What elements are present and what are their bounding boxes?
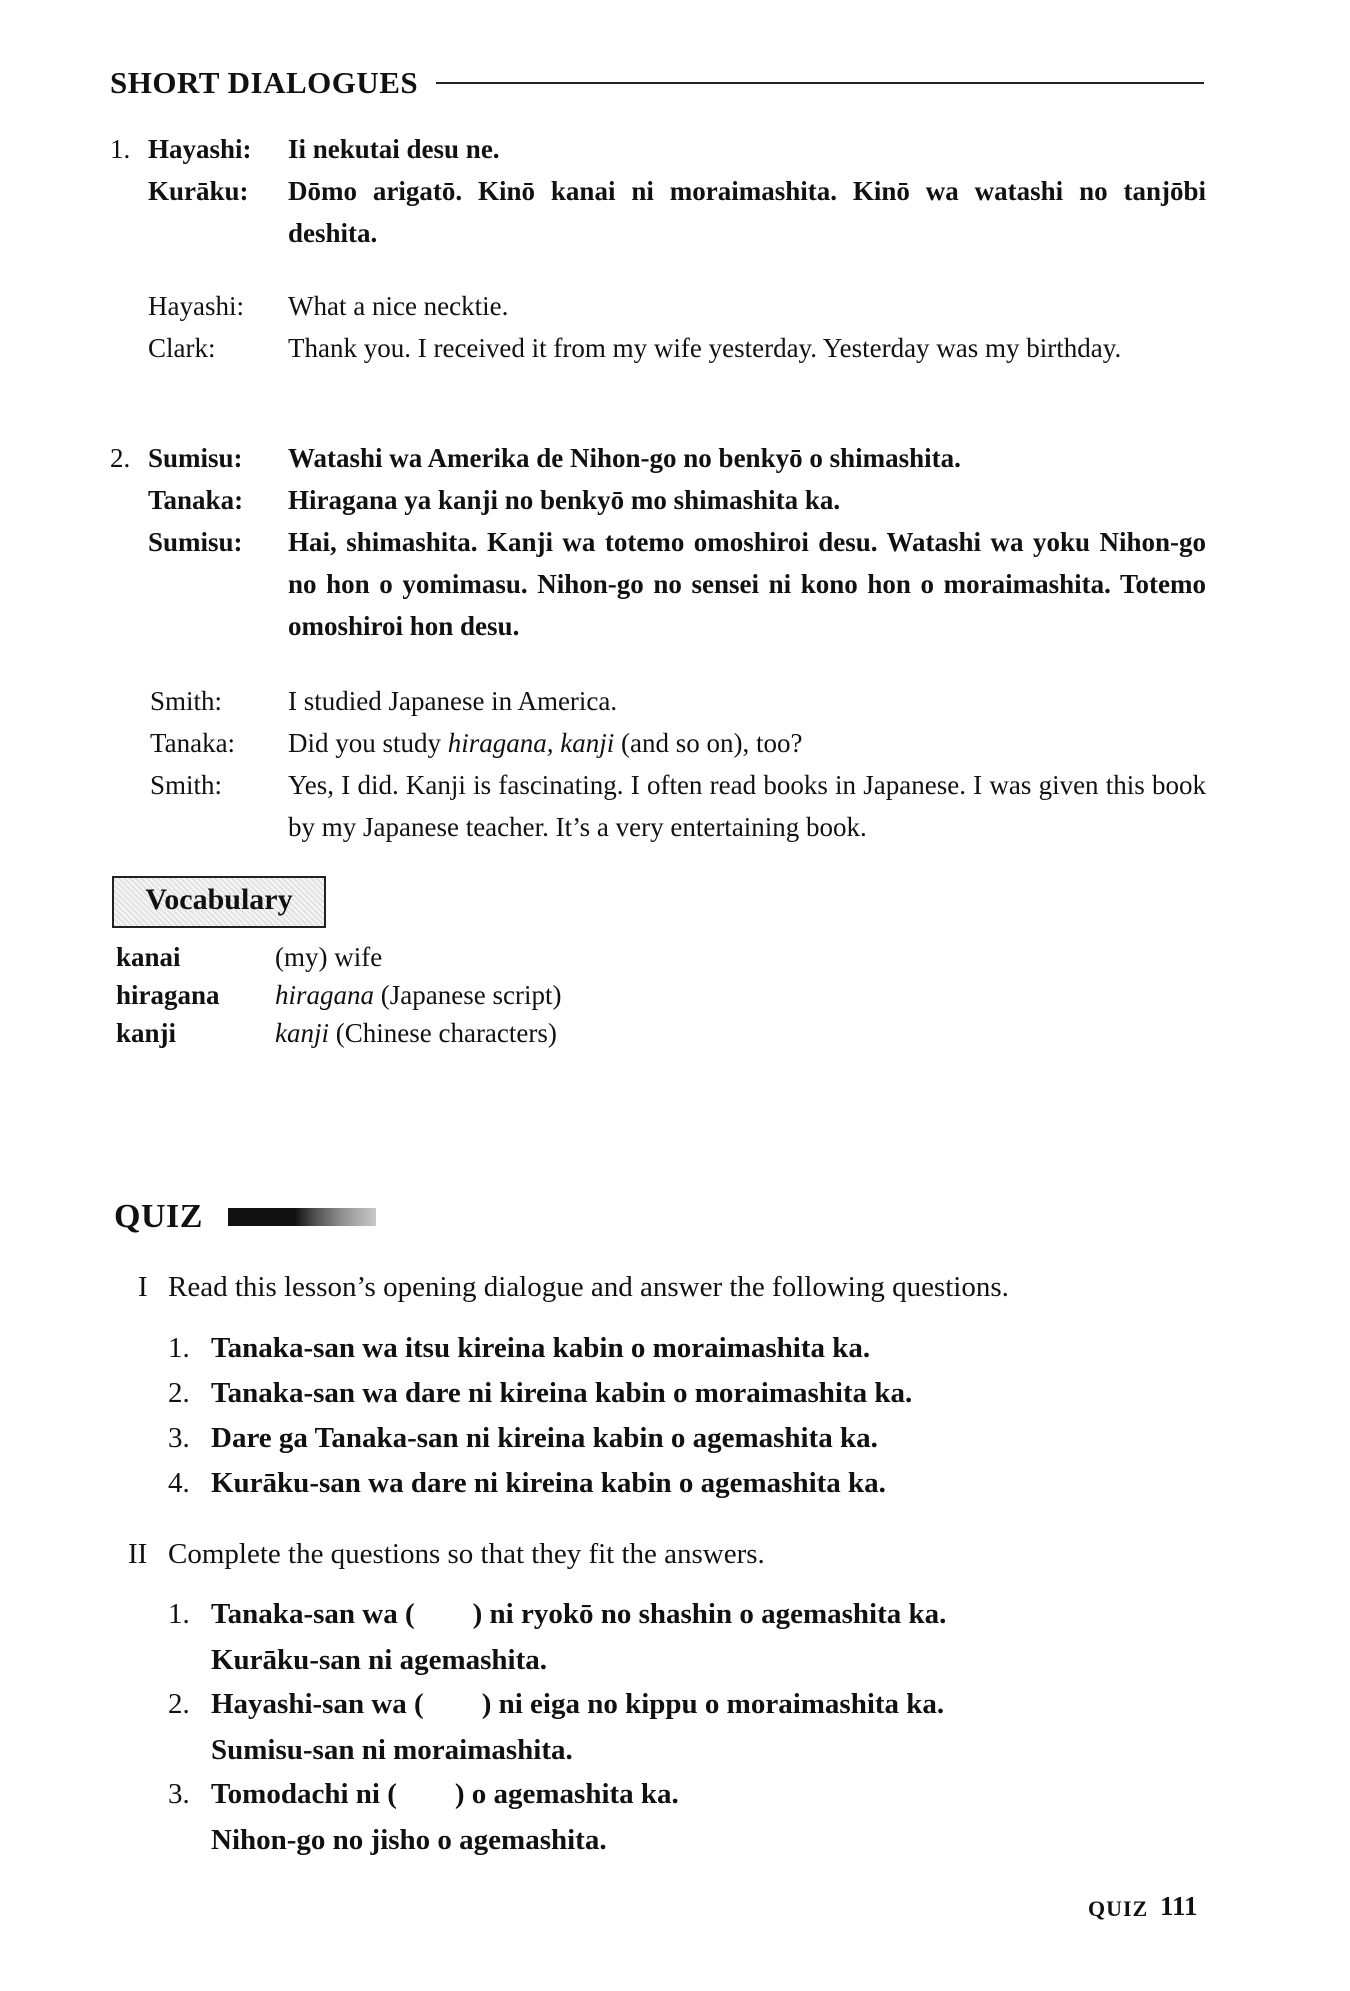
running-footer-label: QUIZ xyxy=(1088,1896,1149,1921)
dialogue-number: 1. xyxy=(110,134,131,164)
question-text: Tanaka-san wa dare ni kireina kabin o moraimashita ka. xyxy=(211,1377,913,1409)
speaker-label: Sumisu: xyxy=(148,443,243,473)
section-rule xyxy=(436,82,1204,84)
vocabulary-title: Vocabulary xyxy=(145,883,293,916)
question-number: 4. xyxy=(168,1467,190,1499)
translation-line: What a nice necktie. xyxy=(288,291,509,321)
question-text: Dare ga Tanaka-san ni kireina kabin o agemashita ka. xyxy=(211,1422,878,1454)
speaker-label: Hayashi: xyxy=(148,291,244,321)
vocab-term: hiragana xyxy=(116,980,220,1010)
dialogue-line: Dōmo arigatō. Kinō kanai ni moraimashita. Kinō wa watashi no tanjōbi deshita. xyxy=(288,176,1206,248)
question-number: 2. xyxy=(168,1377,190,1409)
dialogue-number: 2. xyxy=(110,443,131,473)
vocabulary-heading-box xyxy=(112,876,326,928)
page-number: 111 xyxy=(1160,1891,1198,1921)
quiz-decorative-bar xyxy=(228,1208,376,1226)
answer-text: Kurāku-san ni agemashita. xyxy=(211,1644,547,1676)
speaker-label: Smith: xyxy=(150,686,223,716)
dialogue-line: Watashi wa Amerika de Nihon-go no benkyō o shimashita. xyxy=(288,443,961,473)
dialogue-line: Ii nekutai desu ne. xyxy=(288,134,500,164)
question-number: 3. xyxy=(168,1778,190,1810)
speaker-label: Hayashi: xyxy=(148,134,252,164)
speaker-label: Kurāku: xyxy=(148,176,249,206)
speaker-label: Tanaka: xyxy=(148,485,244,515)
question-text: Tanaka-san wa itsu kireina kabin o moraimashita ka. xyxy=(211,1332,871,1364)
vocab-term: kanji xyxy=(116,1018,177,1048)
part-instruction: Read this lesson’s opening dialogue and answer the following questions. xyxy=(168,1271,1009,1303)
part-instruction: Complete the questions so that they fit the answers. xyxy=(168,1538,765,1570)
speaker-label: Clark: xyxy=(148,333,216,363)
dialogue-line: Hai, shimashita. Kanji wa totemo omoshiroi desu. Watashi wa yoku Nihon-go no hon o yomimasu. Nihon-go no sensei ni kono hon o moraimashita. Totemo omoshiroi hon desu. xyxy=(288,527,1206,641)
question-number: 1. xyxy=(168,1598,190,1630)
dialogue-line: Hiragana ya kanji no benkyō mo shimashita ka. xyxy=(288,485,841,515)
question-text: Hayashi-san wa ( ) ni eiga no kippu o moraimashita ka. xyxy=(211,1688,945,1720)
question-text: Tomodachi ni ( ) o agemashita ka. xyxy=(211,1778,679,1810)
vocab-definition: (my) wife xyxy=(275,942,383,972)
answer-text: Nihon-go no jisho o agemashita. xyxy=(211,1824,607,1856)
question-number: 3. xyxy=(168,1422,190,1454)
speaker-label: Tanaka: xyxy=(150,728,236,758)
question-text: Kurāku-san wa dare ni kireina kabin o agemashita ka. xyxy=(211,1467,886,1499)
part-numeral: II xyxy=(128,1538,148,1570)
translation-line: Thank you. I received it from my wife yesterday. Yesterday was my birthday. xyxy=(288,333,1122,363)
vocab-definition: kanji (Chinese characters) xyxy=(275,1018,557,1048)
answer-text: Sumisu-san ni moraimashita. xyxy=(211,1734,573,1766)
translation-line: Did you study hiragana, kanji (and so on), too? xyxy=(288,728,803,758)
question-text: Tanaka-san wa ( ) ni ryokō no shashin o agemashita ka. xyxy=(211,1598,947,1630)
question-number: 1. xyxy=(168,1332,190,1364)
speaker-label: Smith: xyxy=(150,770,223,800)
translation-line: Yes, I did. Kanji is fascinating. I often read books in Japanese. I was given this book by my Japanese teacher. It’s a very entertaining book. xyxy=(288,770,1206,842)
section-title-short-dialogues: SHORT DIALOGUES xyxy=(110,65,419,100)
speaker-label: Sumisu: xyxy=(148,527,243,557)
vocab-definition: hiragana (Japanese script) xyxy=(275,980,562,1010)
section-title-quiz: QUIZ xyxy=(114,1198,203,1235)
translation-line: I studied Japanese in America. xyxy=(288,686,618,716)
question-number: 2. xyxy=(168,1688,190,1720)
vocab-term: kanai xyxy=(116,942,181,972)
part-numeral: I xyxy=(138,1271,148,1303)
